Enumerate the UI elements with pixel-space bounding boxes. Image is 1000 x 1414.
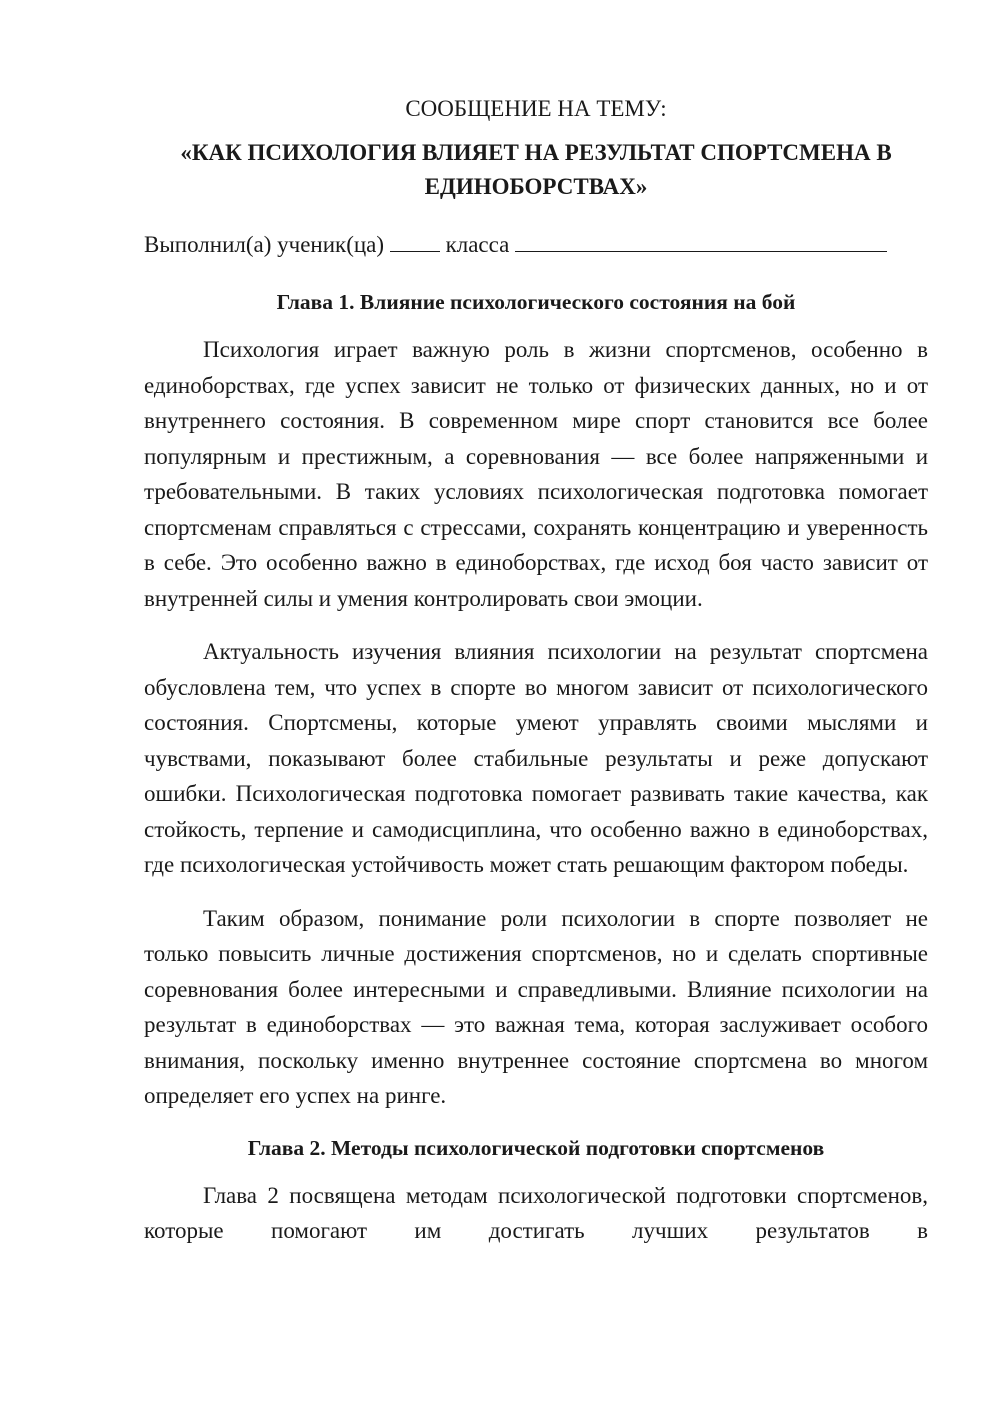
class-letter-blank [515,229,887,252]
author-label: Выполнил(а) ученик(ца) [144,232,385,257]
chapter-1-title: Глава 1. Влияние психологического состояния на бой [276,290,796,314]
chapter-1-paragraph-3: Таким образом, понимание роли психологии в спорте позволяет не только повысить личные достижения спортсменов, но и сделать спортивные соревнования более интересными и справедливыми. Влияние психологии на результат в единоборствах — это важная тема, которая заслуживает особого внимания, поскольку именно внутреннее состояние спортсмена во многом определяет его успех на ринге. [144,905,928,1108]
document-header: СООБЩЕНИЕ НА ТЕМУ: [405,96,667,121]
class-label: класса [445,232,510,257]
document-page [144,92,928,1249]
chapter-2-paragraph-1: Глава 2 посвящена методам психологической подготовки спортсменов, которые помогают им достигать лучших результатов в [144,1182,928,1243]
class-number-blank [390,229,440,252]
document-title: «КАК ПСИХОЛОГИЯ ВЛИЯЕТ НА РЕЗУЛЬТАТ СПОРТСМЕНА В ЕДИНОБОРСТВАХ» [180,140,892,199]
chapter-1-paragraph-1: Психология играет важную роль в жизни спортсменов, особенно в единоборствах, где успех зависит не только от физических данных, но и от внутреннего состояния. В современном мире спорт становится все более популярным и престижным, а соревнования — все более напряженными и требовательными. В таких условиях психологическая подготовка помогает спортсменам справляться с стрессами, сохранять концентрацию и уверенность в себе. Это особенно важно в единоборствах, где исход боя часто зависит от внутренней силы и умения контролировать свои эмоции. [144,337,928,611]
chapter-1-paragraph-2: Актуальность изучения влияния психологии на результат спортсмена обусловлена тем, что успех в спорте во многом зависит от психологического состояния. Спортсмены, которые умеют управлять своими мыслями и чувствами, показывают более стабильные результаты и реже допускают ошибки. Психологическая подготовка помогает развивать такие качества, как стойкость, терпение и самодисциплина, что особенно важно в единоборствах, где психологическая устойчивость может стать решающим фактором победы. [144,639,928,877]
author-line [144,228,928,262]
chapter-2-title: Глава 2. Методы психологической подготовки спортсменов [247,1135,825,1160]
